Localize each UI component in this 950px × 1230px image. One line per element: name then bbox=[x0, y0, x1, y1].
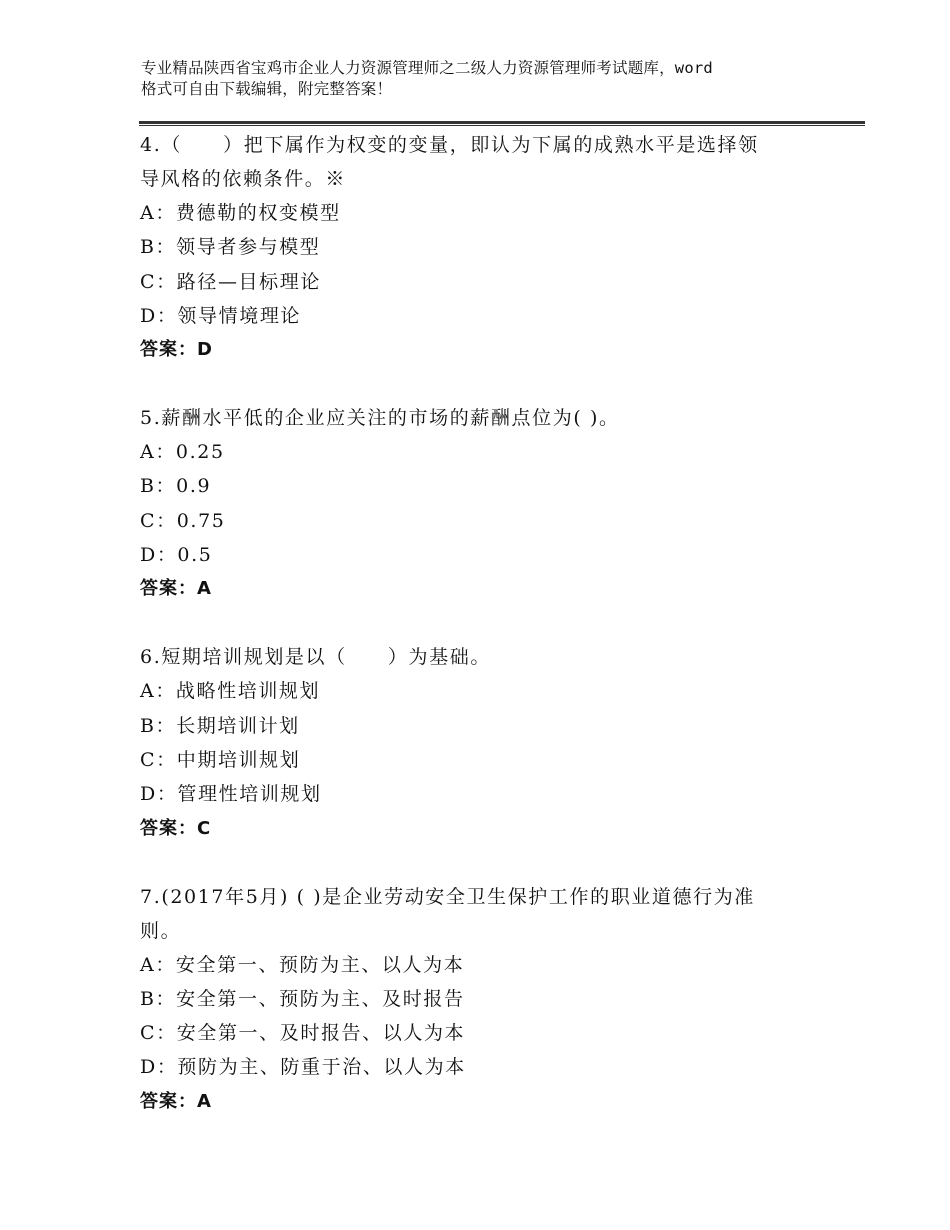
option-d: D：预防为主、防重于治、以人为本 bbox=[140, 1056, 466, 1079]
question-stem-line-1: 4.（ ）把下属作为权变的变量，即认为下属的成熟水平是选择领 bbox=[140, 134, 759, 156]
question-4 bbox=[140, 128, 820, 367]
option-b: B：长期培训计划 bbox=[140, 714, 300, 737]
answer: 答案：C bbox=[140, 817, 212, 839]
option-b: B：安全第一、预防为主、及时报告 bbox=[140, 987, 465, 1010]
question-6 bbox=[140, 640, 820, 845]
option-d: D：0.5 bbox=[140, 544, 213, 567]
option-b: B：0.9 bbox=[140, 475, 212, 498]
option-d: D：管理性培训规划 bbox=[140, 783, 322, 806]
question-stem-line-1: 5.薪酬水平低的企业应关注的市场的薪酬点位为( )。 bbox=[140, 407, 620, 430]
question-7 bbox=[140, 880, 820, 1119]
header-title-line-1: 专业精品陕西省宝鸡市企业人力资源管理师之二级人力资源管理师考试题库，word bbox=[141, 59, 713, 77]
option-a: A：费德勒的权变模型 bbox=[140, 202, 341, 224]
option-c: C：0.75 bbox=[140, 509, 226, 532]
option-c: C：路径—目标理论 bbox=[140, 270, 321, 293]
question-spacer bbox=[140, 367, 820, 401]
question-spacer bbox=[140, 846, 820, 880]
option-b: B：领导者参与模型 bbox=[140, 236, 321, 259]
answer: 答案：A bbox=[140, 1090, 212, 1112]
document-header bbox=[141, 58, 841, 100]
question-stem-line-2: 导风格的依赖条件。※ bbox=[140, 168, 347, 190]
question-stem-line-1: 7.(2017年5月) ( )是企业劳动安全卫生保护工作的职业道德行为准 bbox=[140, 885, 755, 908]
option-c: C：中期培训规划 bbox=[140, 748, 301, 771]
question-stem-line-2: 则。 bbox=[140, 919, 182, 942]
header-title-line-2: 格式可自由下载编辑，附完整答案！ bbox=[141, 80, 393, 98]
option-a: A：0.25 bbox=[140, 441, 225, 464]
question-5 bbox=[140, 401, 820, 606]
option-a: A：战略性培训规划 bbox=[140, 680, 321, 703]
option-d: D：领导情境理论 bbox=[140, 304, 302, 327]
option-c: C：安全第一、及时报告、以人为本 bbox=[140, 1022, 466, 1045]
question-stem-line-1: 6.短期培训规划是以（ ）为基础。 bbox=[140, 646, 491, 669]
option-a: A：安全第一、预防为主、以人为本 bbox=[140, 953, 465, 976]
answer: 答案：D bbox=[140, 339, 213, 361]
question-list bbox=[140, 128, 820, 1119]
header-divider bbox=[139, 121, 865, 126]
question-spacer bbox=[140, 606, 820, 640]
answer: 答案：A bbox=[140, 578, 212, 600]
